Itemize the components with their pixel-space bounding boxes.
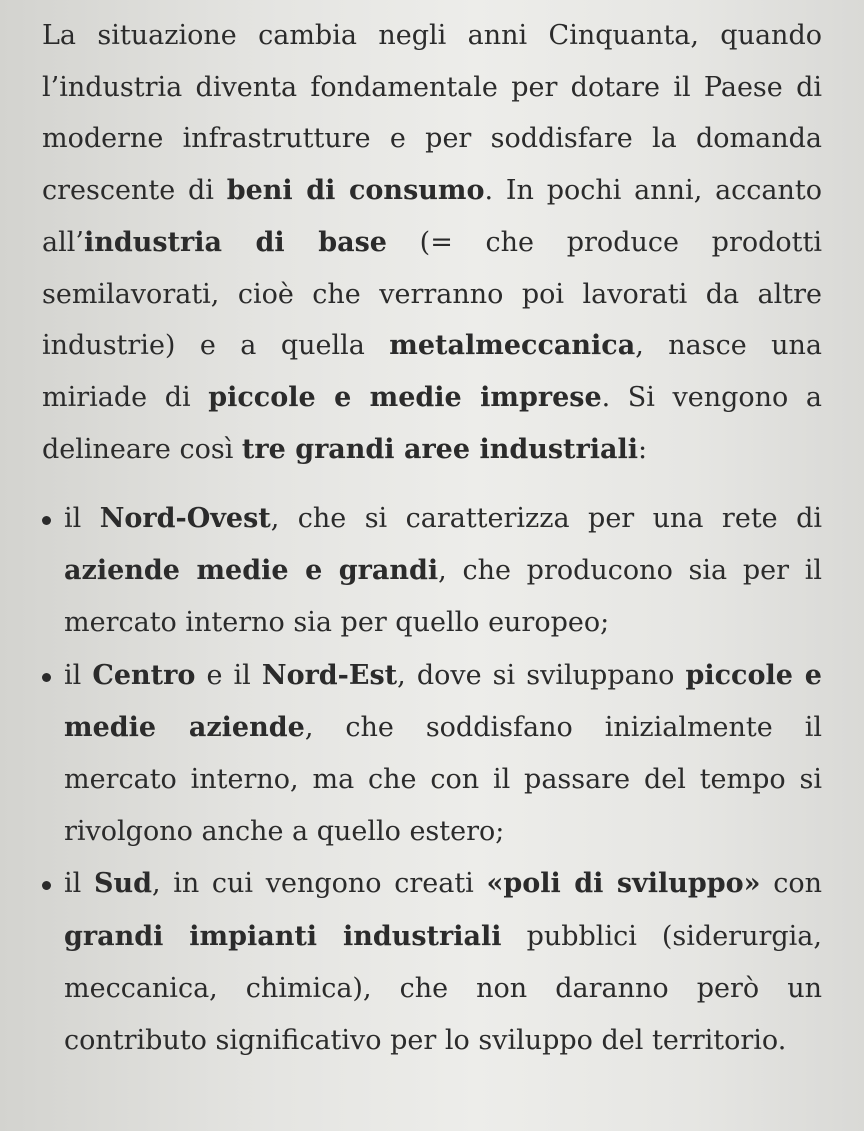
bullet-dot-icon — [42, 673, 51, 682]
text-run: il — [64, 503, 100, 534]
text-run: , che producono sia per il mercato interno sia per quello europeo; — [64, 555, 822, 639]
bold-term: Nord-Est — [261, 659, 398, 691]
bold-term-industria-di-base: industria di base — [83, 226, 387, 258]
bold-term-beni-di-consumo: beni di consumo — [226, 175, 485, 207]
bold-term: Centro — [92, 659, 196, 691]
bold-term-metalmeccanica: metalmeccanica — [389, 330, 636, 362]
text-run: . In pochi anni, accanto all’ — [42, 175, 822, 258]
list-item-centro-nord-est — [42, 650, 822, 859]
text-run: . Si vengono a delineare così — [42, 381, 822, 465]
text-run: , che soddisfano inizialmente il mercato interno, ma che con il passare del tempo si rivolgono anche a quello estero; — [64, 711, 822, 848]
bullet-dot-icon — [42, 516, 51, 525]
bold-term: Sud — [93, 868, 152, 900]
bold-term: piccole e medie aziende — [64, 659, 822, 743]
text-run: il — [64, 868, 94, 900]
list-item-sud — [42, 858, 822, 1067]
bold-term-piccole-medie-imprese: piccole e medie imprese — [208, 381, 602, 413]
text-run: pubblici (siderurgia, meccanica, chimica), che non daranno però un contributo significativo per lo sviluppo del territorio. — [64, 920, 822, 1057]
text-run: con — [760, 868, 823, 900]
list-item-nord-ovest — [42, 493, 822, 650]
text-run: , nasce una miriade di — [42, 330, 822, 413]
bold-term-tre-grandi-aree: tre grandi aree industriali — [241, 433, 638, 465]
text-run: (= che produce prodotti semilavorati, cioè che verranno poi lavorati da altre industrie) e a quella — [42, 226, 822, 362]
text-run: : — [638, 433, 648, 465]
bold-term: grandi impianti industriali — [64, 920, 502, 952]
text-run: e il — [195, 659, 262, 691]
text-run: , dove si sviluppano — [397, 659, 686, 691]
bold-term: aziende medie e grandi — [64, 555, 439, 587]
text-run: , che si caratterizza per una rete di — [270, 503, 822, 534]
bold-term: «poli di sviluppo» — [486, 868, 761, 900]
bullet-dot-icon — [42, 881, 51, 890]
text-run: , in cui vengono creati — [151, 868, 487, 900]
intro-paragraph — [42, 10, 822, 475]
text-run: il — [64, 659, 93, 691]
bold-term: Nord-Ovest — [99, 503, 271, 534]
text-run: La situazione cambia negli anni Cinquanta, quando l’industria diventa fondamentale per dotare il Paese di moderne infrastrutture e per soddisfare la domanda crescente di — [42, 20, 822, 207]
industrial-areas-list — [42, 493, 822, 1067]
